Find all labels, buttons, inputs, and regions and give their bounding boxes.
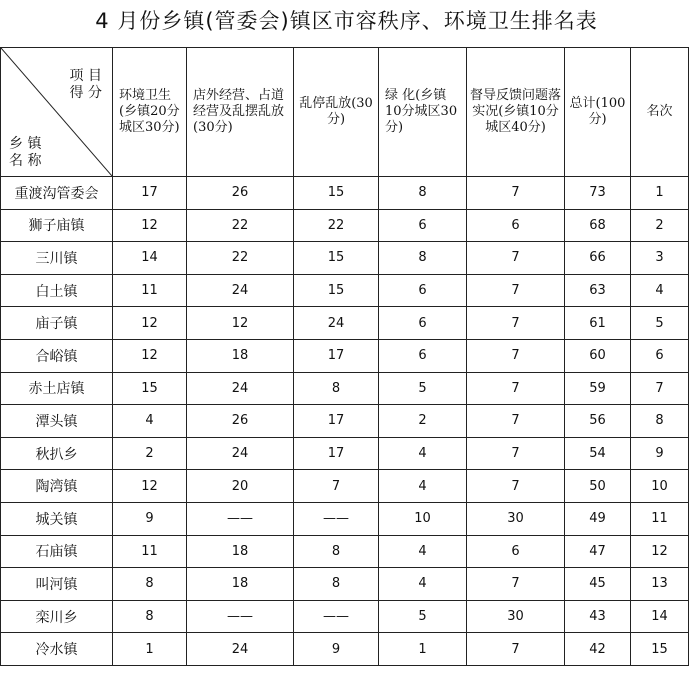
cell-name: 石庙镇 (1, 535, 113, 568)
cell-env: 8 (113, 600, 187, 633)
cell-env: 4 (113, 405, 187, 438)
cell-shop: 22 (187, 209, 294, 242)
table-row (1, 242, 689, 275)
cell-name: 秋扒乡 (1, 437, 113, 470)
cell-feedback: 6 (467, 535, 565, 568)
cell-feedback: 7 (467, 470, 565, 503)
table-row (1, 600, 689, 633)
cell-rank: 6 (631, 339, 689, 372)
cell-total: 66 (565, 242, 631, 275)
cell-shop: 18 (187, 339, 294, 372)
cell-parking: 15 (294, 242, 379, 275)
table-row (1, 372, 689, 405)
cell-green: 5 (379, 372, 467, 405)
cell-rank: 12 (631, 535, 689, 568)
cell-rank: 8 (631, 405, 689, 438)
cell-env: 14 (113, 242, 187, 275)
cell-shop: 26 (187, 405, 294, 438)
table-row (1, 339, 689, 372)
cell-total: 42 (565, 633, 631, 666)
cell-feedback: 7 (467, 568, 565, 601)
cell-env: 15 (113, 372, 187, 405)
header-row (1, 48, 689, 177)
cell-name: 潭头镇 (1, 405, 113, 438)
cell-rank: 5 (631, 307, 689, 340)
cell-parking: —— (294, 600, 379, 633)
cell-rank: 3 (631, 242, 689, 275)
cell-parking: 8 (294, 372, 379, 405)
cell-name: 叫河镇 (1, 568, 113, 601)
header-green: 绿 化(乡镇10分城区30分) (379, 48, 467, 177)
cell-parking: 15 (294, 177, 379, 210)
cell-green: 10 (379, 502, 467, 535)
cell-feedback: 7 (467, 372, 565, 405)
table-row (1, 502, 689, 535)
cell-parking: 24 (294, 307, 379, 340)
cell-name: 陶湾镇 (1, 470, 113, 503)
cell-name: 三川镇 (1, 242, 113, 275)
cell-name: 城关镇 (1, 502, 113, 535)
table-row (1, 307, 689, 340)
cell-green: 4 (379, 437, 467, 470)
cell-rank: 7 (631, 372, 689, 405)
cell-rank: 4 (631, 274, 689, 307)
cell-total: 68 (565, 209, 631, 242)
cell-green: 8 (379, 242, 467, 275)
cell-total: 54 (565, 437, 631, 470)
cell-name: 赤土店镇 (1, 372, 113, 405)
cell-feedback: 7 (467, 405, 565, 438)
cell-green: 4 (379, 470, 467, 503)
cell-green: 1 (379, 633, 467, 666)
cell-env: 12 (113, 470, 187, 503)
cell-env: 12 (113, 339, 187, 372)
cell-green: 6 (379, 339, 467, 372)
cell-shop: 24 (187, 274, 294, 307)
corner-item-text: 项 目 (69, 68, 102, 84)
cell-env: 12 (113, 307, 187, 340)
header-feedback: 督导反馈问题落实况(乡镇10分城区40分) (467, 48, 565, 177)
table-row (1, 470, 689, 503)
cell-feedback: 6 (467, 209, 565, 242)
header-shop: 店外经营、占道经营及乱摆乱放(30分) (187, 48, 294, 177)
cell-shop: 22 (187, 242, 294, 275)
cell-shop: 26 (187, 177, 294, 210)
cell-env: 8 (113, 568, 187, 601)
corner-name-text: 名 称 (9, 153, 42, 169)
table-row (1, 274, 689, 307)
cell-green: 6 (379, 274, 467, 307)
cell-env: 2 (113, 437, 187, 470)
cell-name: 栾川乡 (1, 600, 113, 633)
cell-total: 47 (565, 535, 631, 568)
cell-parking: 8 (294, 535, 379, 568)
cell-shop: 24 (187, 633, 294, 666)
cell-feedback: 7 (467, 339, 565, 372)
corner-score-text: 得 分 (69, 85, 102, 101)
cell-parking: 17 (294, 437, 379, 470)
cell-shop: 24 (187, 437, 294, 470)
page-title: 4 月份乡镇(管委会)镇区市容秩序、环境卫生排名表 (95, 9, 598, 33)
corner-town-text: 乡 镇 (9, 136, 42, 152)
cell-total: 50 (565, 470, 631, 503)
corner-header-cell (1, 48, 113, 177)
cell-rank: 9 (631, 437, 689, 470)
cell-name: 狮子庙镇 (1, 209, 113, 242)
table-row (1, 209, 689, 242)
table-row (1, 633, 689, 666)
cell-env: 17 (113, 177, 187, 210)
cell-name: 冷水镇 (1, 633, 113, 666)
table-row (1, 177, 689, 210)
cell-feedback: 30 (467, 502, 565, 535)
cell-feedback: 7 (467, 307, 565, 340)
cell-total: 73 (565, 177, 631, 210)
corner-header-town-label (9, 136, 41, 170)
cell-feedback: 7 (467, 437, 565, 470)
table-row (1, 568, 689, 601)
cell-green: 4 (379, 535, 467, 568)
table-row (1, 405, 689, 438)
cell-rank: 1 (631, 177, 689, 210)
cell-env: 11 (113, 274, 187, 307)
header-rank: 名次 (631, 48, 689, 177)
cell-parking: 22 (294, 209, 379, 242)
cell-green: 6 (379, 307, 467, 340)
cell-feedback: 7 (467, 274, 565, 307)
cell-name: 合峪镇 (1, 339, 113, 372)
cell-feedback: 7 (467, 633, 565, 666)
cell-shop: —— (187, 600, 294, 633)
cell-green: 5 (379, 600, 467, 633)
cell-shop: —— (187, 502, 294, 535)
corner-header-item-label (70, 68, 102, 102)
cell-name: 白土镇 (1, 274, 113, 307)
cell-env: 11 (113, 535, 187, 568)
header-total: 总计(100分) (565, 48, 631, 177)
cell-total: 61 (565, 307, 631, 340)
cell-parking: 17 (294, 339, 379, 372)
cell-parking: 15 (294, 274, 379, 307)
cell-green: 2 (379, 405, 467, 438)
table-row (1, 535, 689, 568)
cell-total: 45 (565, 568, 631, 601)
header-parking: 乱停乱放(30分) (294, 48, 379, 177)
cell-rank: 2 (631, 209, 689, 242)
cell-name: 重渡沟管委会 (1, 177, 113, 210)
cell-name: 庙子镇 (1, 307, 113, 340)
cell-total: 60 (565, 339, 631, 372)
cell-shop: 18 (187, 535, 294, 568)
cell-rank: 15 (631, 633, 689, 666)
cell-green: 8 (379, 177, 467, 210)
cell-rank: 11 (631, 502, 689, 535)
cell-shop: 12 (187, 307, 294, 340)
cell-parking: 7 (294, 470, 379, 503)
cell-green: 6 (379, 209, 467, 242)
cell-feedback: 7 (467, 242, 565, 275)
cell-env: 12 (113, 209, 187, 242)
cell-shop: 20 (187, 470, 294, 503)
cell-green: 4 (379, 568, 467, 601)
cell-rank: 13 (631, 568, 689, 601)
cell-total: 56 (565, 405, 631, 438)
ranking-table (0, 47, 689, 666)
cell-env: 9 (113, 502, 187, 535)
cell-shop: 18 (187, 568, 294, 601)
cell-total: 43 (565, 600, 631, 633)
cell-rank: 14 (631, 600, 689, 633)
cell-rank: 10 (631, 470, 689, 503)
header-env: 环境卫生(乡镇20分城区30分) (113, 48, 187, 177)
cell-parking: 8 (294, 568, 379, 601)
cell-total: 59 (565, 372, 631, 405)
cell-env: 1 (113, 633, 187, 666)
cell-total: 49 (565, 502, 631, 535)
cell-total: 63 (565, 274, 631, 307)
cell-parking: 9 (294, 633, 379, 666)
cell-feedback: 7 (467, 177, 565, 210)
cell-shop: 24 (187, 372, 294, 405)
cell-parking: 17 (294, 405, 379, 438)
cell-parking: —— (294, 502, 379, 535)
cell-feedback: 30 (467, 600, 565, 633)
table-row (1, 437, 689, 470)
